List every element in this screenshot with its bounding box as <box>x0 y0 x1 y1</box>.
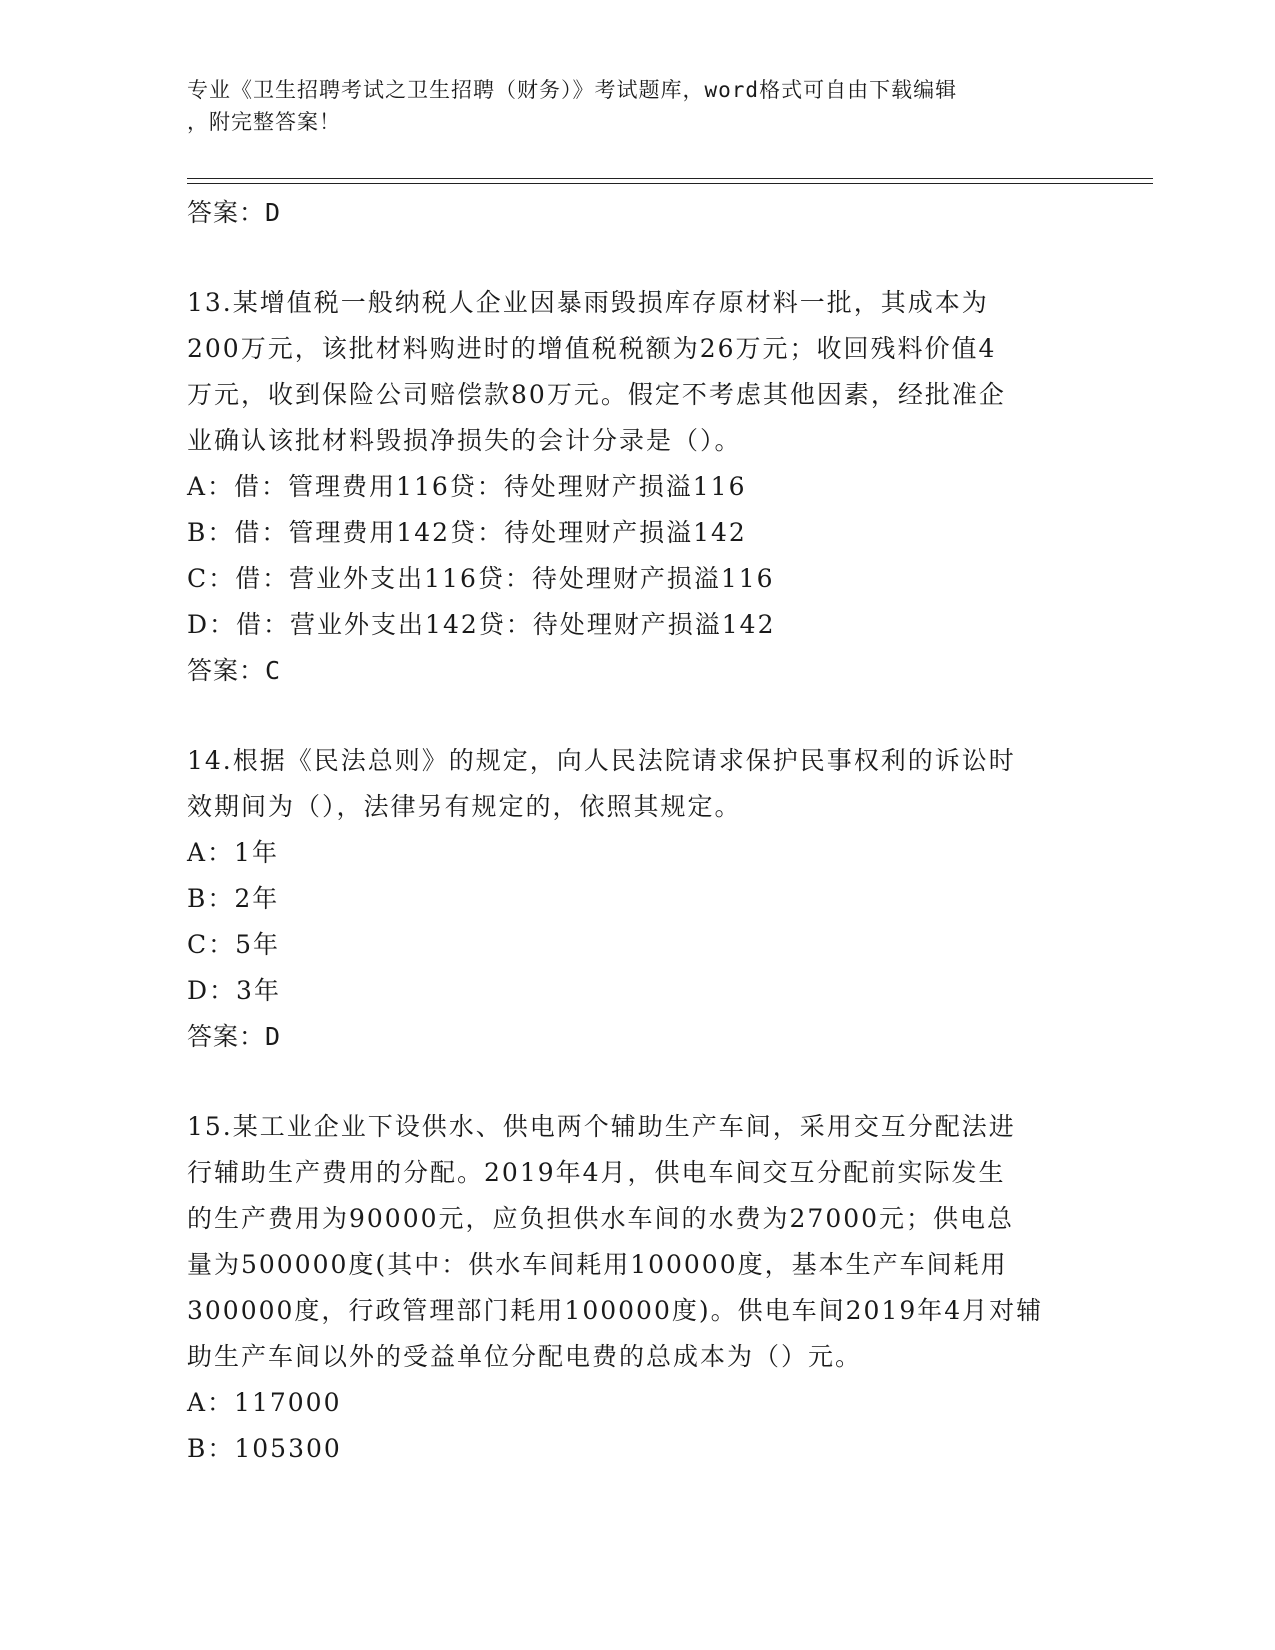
option-d: D：借：营业外支出142贷：待处理财产损溢142 <box>187 610 776 639</box>
question-15 <box>187 1104 1087 1472</box>
option-b: B：2年 <box>187 884 280 913</box>
option-a: A：117000 <box>187 1388 342 1417</box>
header-rule-top <box>187 178 1153 179</box>
spacer <box>187 236 1087 280</box>
question-text-line: 业确认该批材料毁损净损失的会计分录是（）。 <box>187 426 742 455</box>
option-a: A：1年 <box>187 838 279 867</box>
option-d: D：3年 <box>187 976 281 1005</box>
question-text-line: 万元，收到保险公司赔偿款80万元。假定不考虑其他因素，经批准企 <box>187 380 1006 409</box>
header-rule-bottom <box>187 183 1153 184</box>
question-text-line: 量为500000度(其中：供水车间耗用100000度，基本生产车间耗用 <box>187 1250 1008 1279</box>
question-text-line: 200万元，该批材料购进时的增值税税额为26万元；收回残料价值4 <box>187 334 997 363</box>
document-body <box>187 190 1087 1472</box>
spacer <box>187 694 1087 738</box>
question-13 <box>187 280 1087 694</box>
question-text-line: 300000度，行政管理部门耗用100000度)。供电车间2019年4月对辅 <box>187 1296 1044 1325</box>
answer-14: 答案：D <box>187 1022 282 1051</box>
question-text-line: 14.根据《民法总则》的规定，向人民法院请求保护民事权利的诉讼时 <box>187 746 1016 775</box>
option-b: B：借：管理费用142贷：待处理财产损溢142 <box>187 518 747 547</box>
header-line-2: ，附完整答案！ <box>187 110 341 134</box>
option-c: C：借：营业外支出116贷：待处理财产损溢116 <box>187 564 775 593</box>
answer-prev: 答案：D <box>187 198 282 227</box>
document-header <box>187 74 1077 138</box>
question-text-line: 的生产费用为90000元，应负担供水车间的水费为27000元；供电总 <box>187 1204 1015 1233</box>
question-14 <box>187 738 1087 1060</box>
option-a: A：借：管理费用116贷：待处理财产损溢116 <box>187 472 747 501</box>
question-text-line: 效期间为（），法律另有规定的，依照其规定。 <box>187 792 742 821</box>
question-text-line: 13.某增值税一般纳税人企业因暴雨毁损库存原材料一批，其成本为 <box>187 288 989 317</box>
answer-13: 答案：C <box>187 656 282 685</box>
question-text-line: 行辅助生产费用的分配。2019年4月，供电车间交互分配前实际发生 <box>187 1158 1006 1187</box>
spacer <box>187 1060 1087 1104</box>
header-line-1: 专业《卫生招聘考试之卫生招聘（财务）》考试题库，word格式可自由下载编辑 <box>187 78 958 102</box>
question-text-line: 15.某工业企业下设供水、供电两个辅助生产车间，采用交互分配法进 <box>187 1112 1016 1141</box>
option-c: C：5年 <box>187 930 281 959</box>
question-text-line: 助生产车间以外的受益单位分配电费的总成本为（）元。 <box>187 1342 863 1371</box>
option-b: B：105300 <box>187 1434 342 1463</box>
